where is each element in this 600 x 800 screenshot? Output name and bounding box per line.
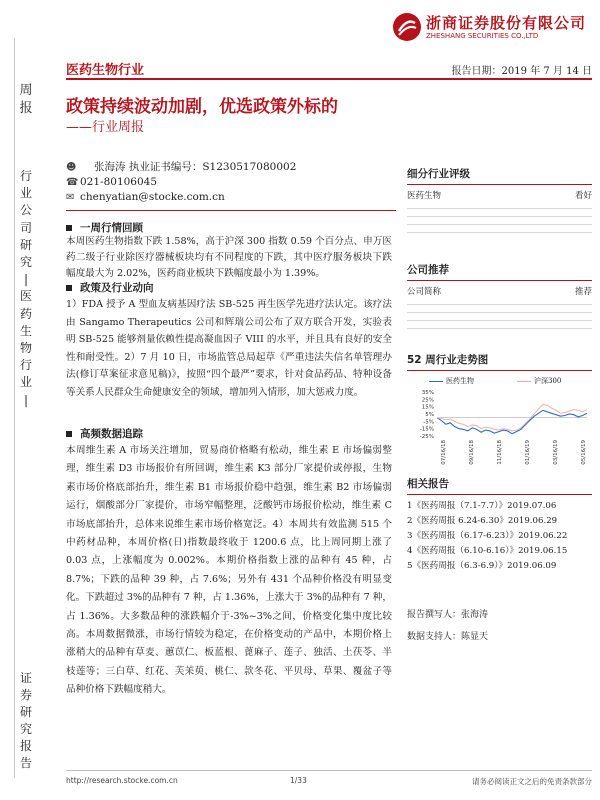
trend-chart-title: 52 周行业走势图 [407, 352, 592, 371]
side-char: 生 [19, 323, 32, 338]
analyst-phone: 021-80106045 [80, 176, 158, 188]
x-tick-label: 09/16/18 [469, 440, 475, 465]
side-char: 业 [19, 186, 32, 201]
analyst-email[interactable]: chenyatian@stocke.com.cn [80, 191, 225, 203]
side-char: 医 [19, 289, 32, 304]
report-date: 报告日期：2019 年 7 月 14 日 [451, 66, 592, 77]
data-support-label: 数据支持人：陈显天 [407, 632, 489, 642]
page-title: 政策持续波动加剧，优选政策外标的 [66, 97, 338, 117]
recommend-col-company: 公司简称 [407, 287, 442, 297]
analyst-divider [66, 210, 396, 211]
side-char: 司 [19, 220, 32, 235]
phone-icon: ☎ [66, 177, 79, 188]
recommend-box [407, 262, 592, 329]
side-report-type [18, 82, 34, 118]
side-char: 研 [19, 237, 32, 252]
side-char: 报 [19, 739, 32, 753]
y-tick-label: 15% [421, 404, 434, 411]
page-subtitle: ——行业周报 [66, 120, 145, 135]
side-char: 行 [19, 169, 32, 183]
logo-icon [392, 12, 422, 42]
analyst-info [66, 160, 296, 205]
side-char: 究 [19, 255, 32, 270]
x-tick-label: 03/16/19 [553, 440, 559, 465]
person-icon: ☻ [66, 162, 77, 173]
related-report-link[interactable]: 4《医药周报（6.10-6.16）》2019.06.15 [407, 546, 568, 556]
section-body: 本周医药生物指数下跌 1.58%，高于沪深 300 指数 0.59 个百分点、申万医药二级子行业除医疗器械板块均有不同程度的下跌，其中医疗服务板块下跌幅度最大为 2.02%，医药商业板块下跌幅度最小为 1.39%。 [66, 236, 392, 279]
x-tick-label: 11/16/18 [497, 440, 503, 465]
section-heading: 一周行情回顾 [66, 220, 143, 235]
industry-label: 医药生物行业 [66, 63, 145, 78]
related-title: 相关报告 [407, 476, 592, 495]
section-heading: 高频数据追踪 [66, 426, 143, 441]
x-tick-label: 07/16/18 [441, 440, 447, 465]
side-char: 公 [19, 203, 32, 218]
company-logo [392, 10, 592, 50]
section-heading: 政策及行业动向 [66, 280, 154, 295]
phone-row [66, 175, 296, 190]
footer-url[interactable]: http://research.stocke.com.cn [66, 776, 178, 785]
side-char: | [23, 392, 29, 407]
related-report-link[interactable]: 1《医药周报（7.1-7.7）》2019.07.06 [407, 501, 557, 511]
analyst-row [66, 160, 296, 175]
legend-swatch [517, 381, 531, 382]
side-char: 物 [19, 341, 32, 356]
rating-title: 细分行业评级 [407, 166, 592, 185]
related-list [407, 495, 592, 574]
footer-disclaimer: 请务必阅读正文之后的免责条款部分 [472, 777, 592, 786]
y-tick-label: 25% [421, 397, 434, 404]
y-tick-label: 35% [421, 390, 434, 396]
related-report-link[interactable]: 3《医药周报（6.17-6.23）》2019.06.22 [407, 531, 568, 541]
email-row [66, 190, 296, 205]
side-char: 究 [19, 722, 32, 736]
x-tick-label: 01/16/19 [525, 440, 531, 465]
authors [407, 604, 592, 648]
x-tick-label: 05/16/19 [581, 440, 587, 465]
side-report-category [18, 168, 34, 409]
legend-label: 沪深300 [534, 377, 562, 385]
rating-box [407, 166, 592, 233]
side-report-label [18, 670, 34, 772]
series-line [437, 410, 587, 434]
legend-label: 医药生物 [446, 377, 474, 385]
company-name-en: ZHESHANG SECURITIES CO.,LTD [426, 32, 539, 40]
y-tick-label: -5% [423, 419, 434, 426]
trend-chart-header [407, 352, 592, 371]
legend-item [429, 376, 474, 386]
rating-value: 看好 [574, 191, 592, 201]
footer-divider [66, 770, 592, 771]
legend-swatch [429, 381, 443, 382]
side-divider [14, 38, 15, 778]
related-report-link[interactable]: 2《医药周报 6.24-6.30》2019.06.29 [407, 516, 558, 526]
recommend-title: 公司推荐 [407, 262, 592, 281]
y-tick-label: -25% [419, 434, 434, 440]
side-char: 周 [19, 83, 33, 98]
y-tick-label: -15% [419, 426, 434, 433]
side-char: 证 [19, 671, 32, 685]
recommend-header-row [407, 281, 592, 297]
related-report-link[interactable]: 5《医药周报（6.3-6.9）》2019.06.09 [407, 561, 557, 571]
rating-row [407, 185, 592, 201]
analyst-name: 张海涛 执业证书编号：S1230517080002 [94, 161, 297, 173]
trend-chart [407, 370, 592, 470]
company-name: 浙商证券股份有限公司 [426, 14, 587, 32]
side-char: | [23, 272, 29, 287]
side-char: 业 [19, 375, 32, 390]
side-strip [0, 0, 44, 800]
page-number: 1/33 [290, 776, 307, 785]
author-label: 报告撰写人：张海涛 [407, 610, 489, 620]
side-char: 研 [19, 705, 32, 719]
y-tick-label: 5% [425, 412, 434, 418]
rating-sector: 医药生物 [407, 191, 442, 201]
side-char: 告 [19, 756, 32, 770]
side-char: 行 [19, 358, 32, 373]
recommend-col-rating: 推荐 [574, 287, 592, 297]
section-body: 本周维生素 A 市场关注增加，贸易商价格略有松动，维生素 E 市场偏弱整理，维生素 D3 市场报价有所回调，维生素 K3 部分厂家提价或停报，生物素市场价格底部抬升，维生素 B1 市场报价稳中趋强，维生素 B2 市场偏弱运行，烟酸部分厂家提价，市场窄幅整理，泛酸钙市场报价松动，维生素 C 市场底部抬升，总体来说维生素市场价格宽泛。4）本周共有效监测 515 个中药材品种，本周价格(日)指数最终收于 1200.6 点，比上周同期上涨了 0.03 点，上涨幅度为 0.002%。本期价格指数上涨的品种有 45 种，占 8.7%；下跌的品种 39 种，占 7.6%；另外有 431 个品种价格没有明显变化。下跌超过 3%的品种有 7 种，占 1.36%，上涨大于 3%的品种有 7 种，占 1.36%。大多数品种的涨跌幅介于-3%~3%之间，价格变化集中度比较高。本周数据微涨，市场行情较为稳定，在价格变动的产品中，本期价格上涨稍大的品种有草麦、蕙苡仁、板蓝根、蓖麻子、莲子、独活、土茯苓、半枝莲等；三白草、红花、芙苿萸、桃仁、款冬花、平贝母、草果、覆盆子等品种价格下跌幅度稍大。 [66, 445, 392, 696]
email-icon: ✉ [66, 192, 75, 203]
side-char: 券 [19, 688, 32, 702]
side-char: 药 [19, 306, 32, 321]
side-char: 报 [19, 101, 33, 116]
related-reports [407, 476, 592, 574]
section-body: 1）FDA 授予 A 型血友病基因疗法 SB-525 再生医学先进疗法认定。该疗法由 Sangamo Therapeutics 公司和辉瑞公司公布了双方联合开发，实验表明 SB-525 能够剂量依赖性提高凝血因子 VIII 的水平，并且具有良好的安全性和耐受性。2）7 月 10 日，市场监管总局起草《严重违法失信名单管理办法(修订草案征求意见稿)》，按照“四个最严”要求，针对食品药品、特种设备等关系人民群众生命健康安全的领域，增加列入情形，加大惩戒力度。 [66, 299, 392, 398]
header-bar [66, 58, 592, 80]
legend-item [517, 376, 561, 386]
